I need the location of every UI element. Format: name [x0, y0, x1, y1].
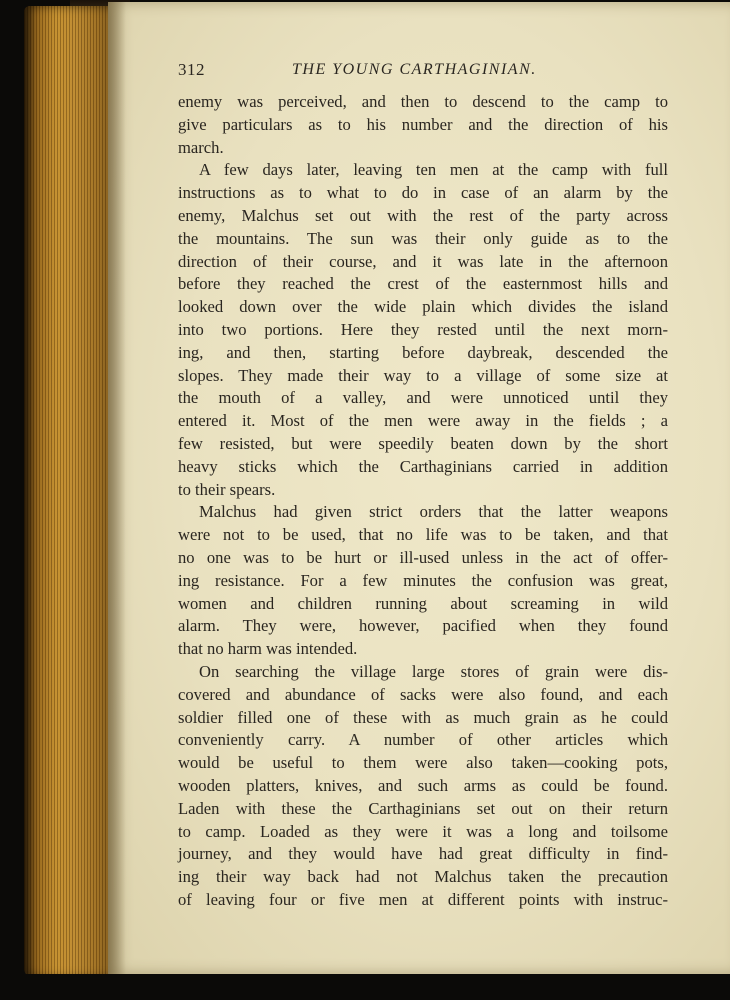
text-line: march.: [178, 137, 224, 157]
text-line: heavy sticks which the Carthaginians carried in addition: [178, 456, 668, 476]
text-line: the mountains. The sun was their only guide as to the: [178, 228, 668, 248]
text-line: ing, and then, starting before daybreak, descended the: [178, 342, 668, 362]
text-line: soldier filled one of these with as much grain as he could: [178, 707, 668, 727]
text-line: alarm. They were, however, pacified when they found: [178, 616, 668, 636]
text-line: entered it. Most of the men were away in the fields ; a: [178, 411, 668, 431]
text-line: to their spears.: [178, 479, 276, 499]
text-line: before they reached the crest of the easternmost hills and: [178, 274, 668, 294]
text-line: wooden platters, knives, and such arms as could be found.: [178, 775, 668, 795]
text-line: no one was to be hurt or ill-used unless in the act of offer-: [178, 547, 668, 567]
text-line: the mouth of a valley, and were unnoticed until they: [178, 388, 668, 408]
body-text: [178, 91, 668, 912]
text-line: A few days later, leaving ten men at the camp with full: [199, 160, 668, 180]
text-line: give particulars as to his number and the direction of his: [178, 114, 668, 134]
text-line: looked down over the wide plain which divides the island: [178, 297, 668, 317]
running-title: THE YOUNG CARTHAGINIAN.: [292, 61, 537, 78]
text-line: ing their way back had not Malchus taken the precaution: [178, 867, 668, 887]
text-line: enemy was perceived, and then to descend to the camp to: [178, 92, 668, 111]
text-line: that no harm was intended.: [178, 639, 358, 659]
bottom-background: [0, 974, 730, 1000]
text-line: Malchus had given strict orders that the latter weapons: [199, 502, 668, 522]
text-line: to camp. Loaded as they were it was a long and toilsome: [178, 821, 668, 841]
text-line: ing resistance. For a few minutes the confusion was great,: [178, 570, 668, 590]
text-line: Laden with these the Carthaginians set out on their return: [178, 798, 668, 818]
text-line: covered and abundance of sacks were also found, and each: [178, 684, 668, 704]
running-head: [178, 56, 668, 84]
text-line: direction of their course, and it was late in the afternoon: [178, 251, 668, 271]
text-line: journey, and they would have had great difficulty in find-: [178, 844, 668, 864]
text-line: women and children running about screaming in wild: [178, 593, 668, 613]
text-line: conveniently carry. A number of other articles which: [178, 730, 668, 750]
text-line: slopes. They made their way to a village of some size at: [178, 365, 668, 385]
text-line: would be useful to them were also taken—cooking pots,: [178, 753, 668, 773]
gutter-shadow: [108, 2, 126, 974]
gilt-page-edges: [24, 6, 116, 978]
text-line: of leaving four or five men at different points with instruc-: [178, 889, 668, 909]
page-text-block: [178, 56, 668, 912]
text-line: were not to be used, that no life was to be taken, and that: [178, 525, 668, 545]
text-line: On searching the village large stores of grain were dis-: [199, 661, 668, 681]
text-line: few resisted, but were speedily beaten down by the short: [178, 433, 668, 453]
text-line: instructions as to what to do in case of an alarm by the: [178, 183, 668, 203]
page-number: 312: [178, 60, 205, 79]
text-line: into two portions. Here they rested until the next morn-: [178, 319, 668, 339]
text-line: enemy, Malchus set out with the rest of the party across: [178, 205, 668, 225]
